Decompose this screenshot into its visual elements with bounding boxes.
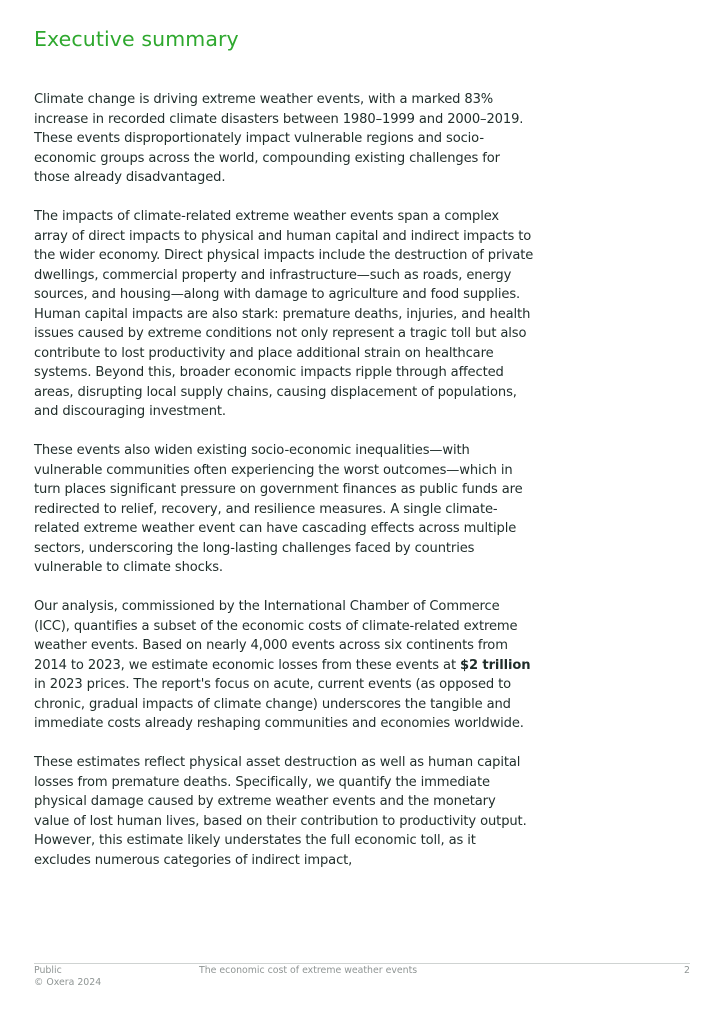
paragraph-2: The impacts of climate-related extreme weather events span a complex array of direct impacts to physical and human capital and indirect impacts to the wider economy. Direct physical impacts include the destruction of private dwellings, commercial property and infrastructure—such as roads, energy sources, and housing—along with damage to agriculture and food supplies. Human capital impacts are also stark: premature deaths, injuries, and health issues caused by extreme conditions not only represent a tragic toll but also contribute to lost productivity and place additional strain on healthcare systems. Beyond this, broader economic impacts ripple through affected areas, disrupting local supply chains, causing displacement of populations, and discouraging investment.	[34, 209, 534, 419]
paragraph-3: These events also widen existing socio-economic inequalities—with vulnerable communities often experiencing the worst outcomes—which in turn places significant pressure on government finances as public funds are redirected to relief, recovery, and resilience measures. A single climate-related extreme weather event can have cascading effects across multiple sectors, underscoring the long-lasting challenges faced by countries vulnerable to climate shocks.	[34, 443, 523, 575]
footer-copyright: © Oxera 2024	[34, 977, 102, 988]
footer-document-title: The economic cost of extreme weather events	[199, 965, 418, 976]
paragraph-1: Climate change is driving extreme weather events, with a marked 83% increase in recorded climate disasters between 1980–1999 and 2000–2019. These events disproportionately impact vulnerable regions and socio-economic groups across the world, compounding existing challenges for those already disadvantaged.	[34, 92, 524, 185]
body-text	[34, 90, 534, 890]
page-number: 2	[684, 965, 690, 976]
paragraph-5: These estimates reflect physical asset destruction as well as human capital losses from premature deaths. Specifically, we quantify the immediate physical damage caused by extreme weather events and the monetary value of lost human lives, based on their contribution to productivity output. However, this estimate likely understates the full economic toll, as it excludes numerous categories of indirect impact,	[34, 755, 527, 868]
footer-classification: Public	[34, 965, 62, 976]
page-title: Executive summary	[34, 27, 239, 51]
paragraph-4-text-before: Our analysis, commissioned by the International Chamber of Commerce (ICC), quantifies a subset of the economic costs of climate-related extreme weather events. Based on nearly 4,000 events across six continents from 2014 to 2023, we estimate economic losses from these events at	[34, 599, 518, 673]
paragraph-4-text-after: in 2023 prices. The report's focus on acute, current events (as opposed to chronic, gradual impacts of climate change) underscores the tangible and immediate costs already reshaping communities and economies worldwide.	[34, 677, 524, 731]
cost-highlight: $2 trillion	[460, 657, 531, 673]
paragraph-4	[34, 597, 534, 734]
footer-divider	[34, 963, 690, 964]
